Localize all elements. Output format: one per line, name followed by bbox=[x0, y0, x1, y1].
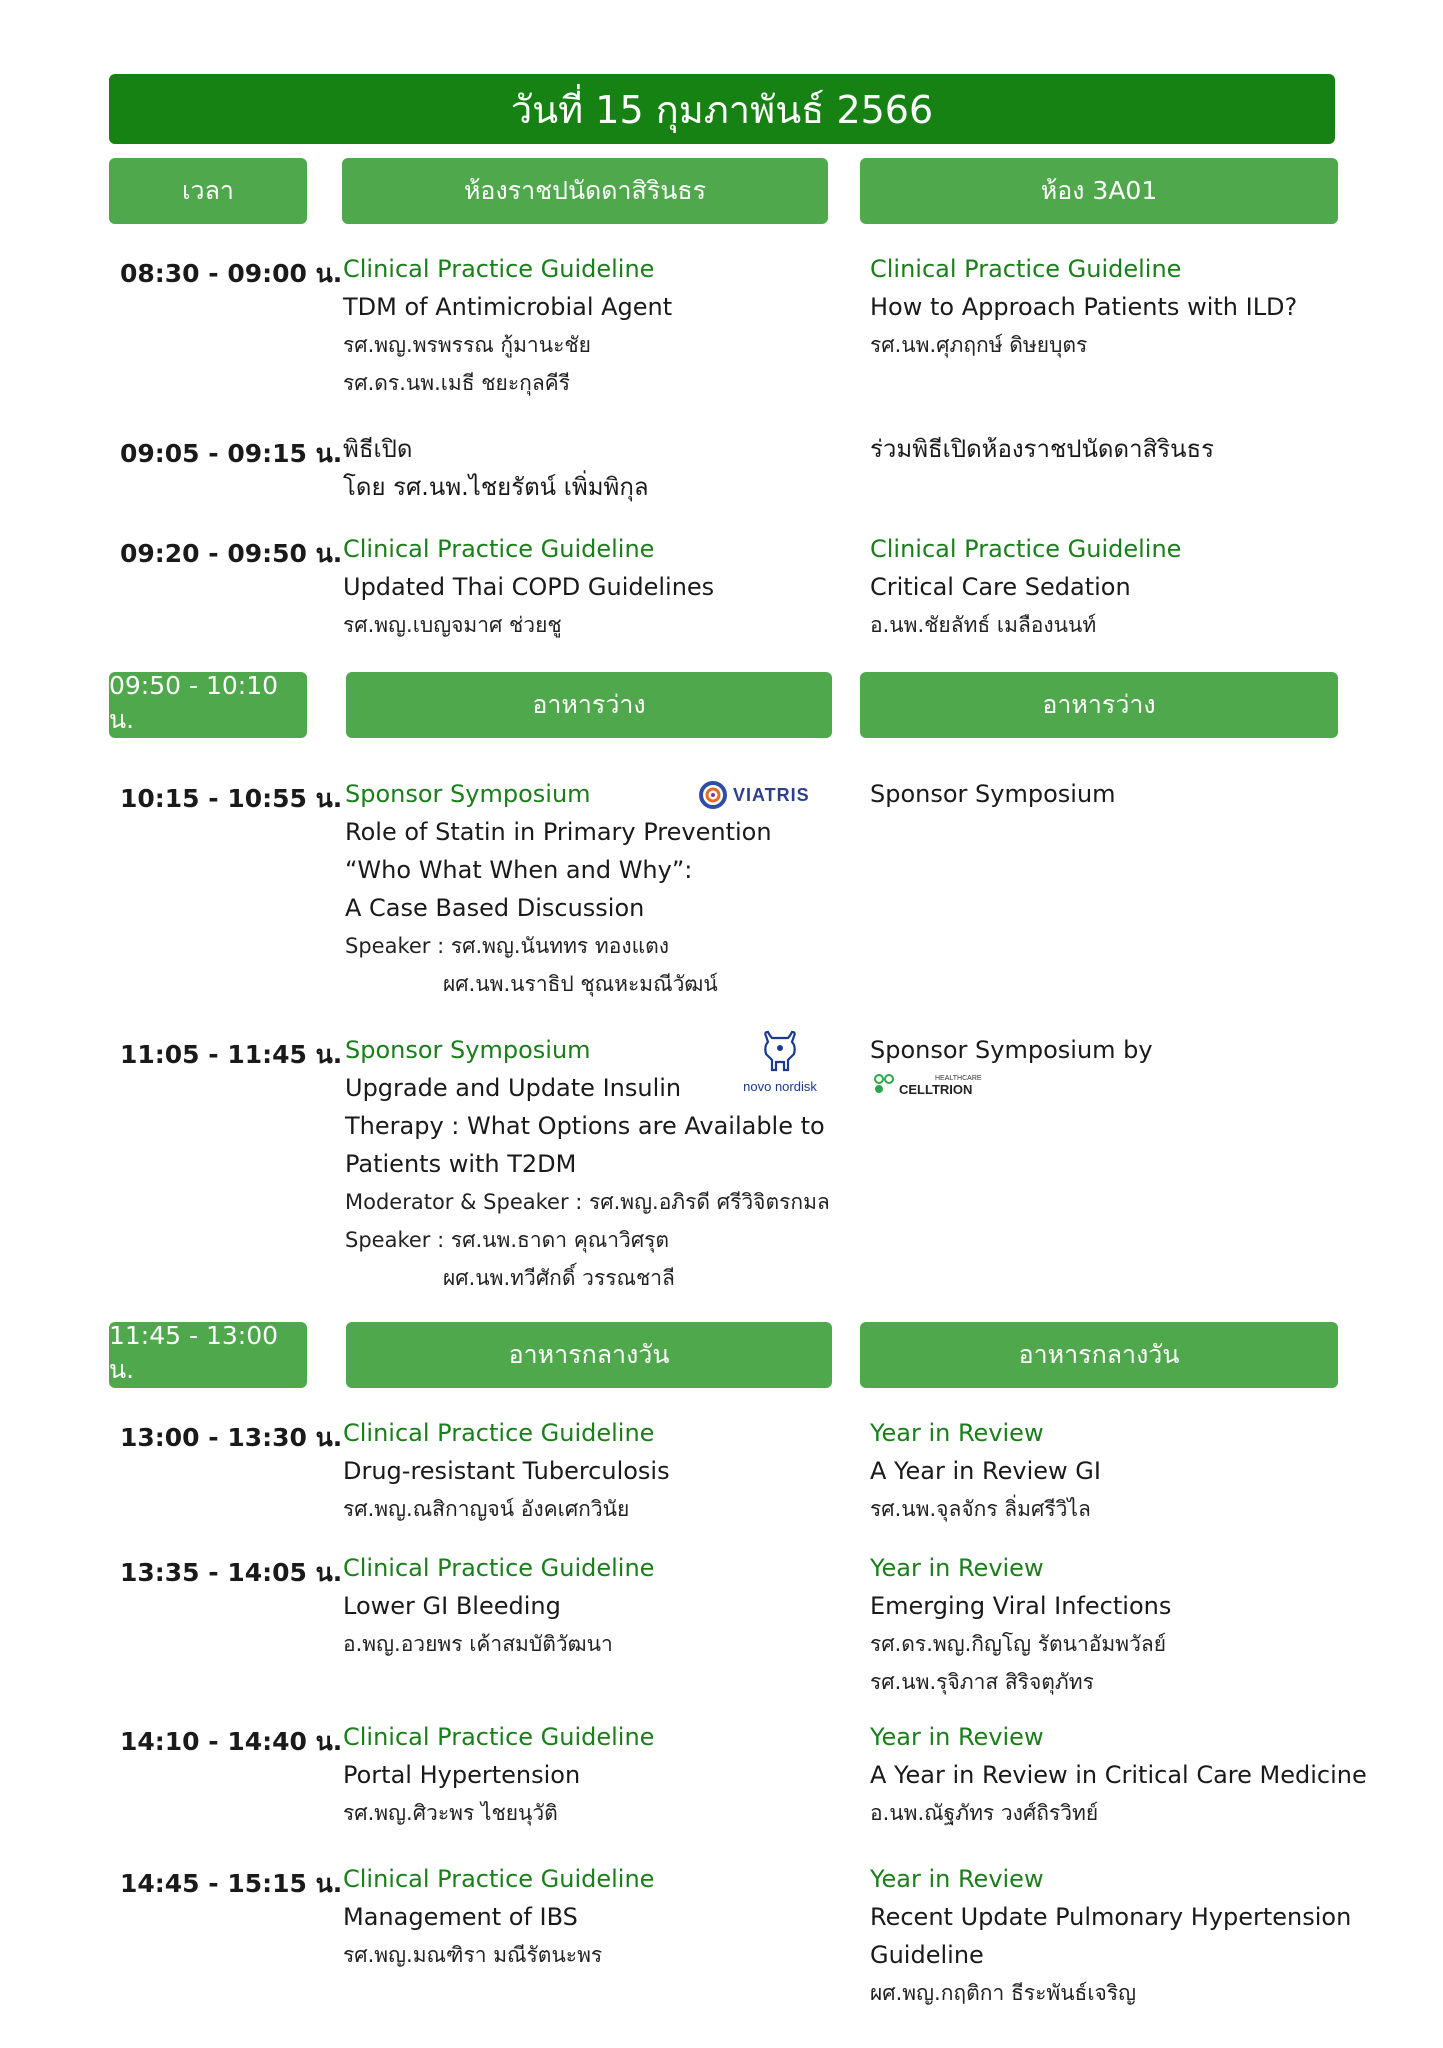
session-speaker: รศ.ดร.พญ.กิญโญ รัตนาอัมพวัลย์ bbox=[870, 1632, 1167, 1656]
session-category: Year in Review bbox=[870, 1865, 1044, 1893]
session-speaker: อ.นพ.ณัฐภัทร วงศ์ถิรวิทย์ bbox=[870, 1801, 1099, 1825]
session-category: Clinical Practice Guideline bbox=[343, 535, 655, 563]
session-title: Role of Statin in Primary Prevention bbox=[345, 818, 772, 846]
session-speaker: อ.พญ.อวยพร เค้าสมบัติวัฒนา bbox=[343, 1632, 613, 1656]
session-title: Management of IBS bbox=[343, 1903, 578, 1931]
session-title: A Case Based Discussion bbox=[345, 894, 645, 922]
session-speaker: รศ.พญ.ณสิกาญจน์ อังคเศกวินัย bbox=[343, 1497, 630, 1521]
session-speaker: รศ.นพ.จุลจักร ลิ่มศรีวิไล bbox=[870, 1497, 1091, 1521]
session-left bbox=[343, 1414, 670, 1528]
session-category: Clinical Practice Guideline bbox=[343, 1419, 655, 1447]
session-right bbox=[870, 1860, 1351, 2012]
session-right bbox=[870, 430, 1214, 468]
session-right bbox=[870, 530, 1181, 644]
session-left bbox=[343, 250, 672, 402]
session-title: Recent Update Pulmonary Hypertension bbox=[870, 1903, 1352, 1931]
session-title: Therapy : What Options are Available to bbox=[345, 1112, 825, 1140]
session-right bbox=[870, 775, 1116, 813]
session-category: Year in Review bbox=[870, 1554, 1044, 1582]
session-speaker: ผศ.นพ.ทวีศักดิ์ วรรณชาลี bbox=[443, 1266, 675, 1290]
novo-nordisk-wordmark: novo nordisk bbox=[743, 1079, 817, 1094]
header-time: เวลา bbox=[109, 158, 307, 224]
session-left bbox=[343, 1549, 654, 1663]
session-time: 13:35 - 14:05 น. bbox=[120, 1558, 343, 1587]
session-category: Sponsor Symposium bbox=[345, 780, 591, 808]
session-title: Emerging Viral Infections bbox=[870, 1592, 1172, 1620]
session-title: A Year in Review GI bbox=[870, 1457, 1101, 1485]
session-time: 13:00 - 13:30 น. bbox=[120, 1423, 343, 1452]
session-time: 10:15 - 10:55 น. bbox=[120, 784, 343, 813]
session-category: Clinical Practice Guideline bbox=[343, 1554, 655, 1582]
session-title: How to Approach Patients with ILD? bbox=[870, 293, 1298, 321]
session-title: ร่วมพิธีเปิดห้องราชปนัดดาสิรินธร bbox=[870, 435, 1215, 463]
session-title: Critical Care Sedation bbox=[870, 573, 1131, 601]
viatris-logo bbox=[699, 781, 810, 809]
session-right bbox=[870, 1718, 1367, 1832]
celltrion-wordmark: CELLTRION bbox=[899, 1082, 973, 1097]
break-time: 11:45 - 13:00 น. bbox=[109, 1322, 307, 1388]
session-title: “Who What When and Why”: bbox=[345, 856, 693, 884]
session-speaker: ผศ.นพ.นราธิป ชุณหะมณีวัฒน์ bbox=[443, 972, 718, 996]
celltrion-tagline: HEALTHCARE bbox=[935, 1075, 982, 1082]
celltrion-logo bbox=[873, 1073, 982, 1095]
apis-bull-icon bbox=[758, 1030, 802, 1078]
session-category: Clinical Practice Guideline bbox=[343, 255, 655, 283]
session-category: Sponsor Symposium bbox=[345, 1036, 591, 1064]
session-speaker: รศ.นพ.รุจิภาส สิริจตุภัทร bbox=[870, 1670, 1094, 1694]
session-speaker: อ.นพ.ชัยลัทธ์ เมลืองนนท์ bbox=[870, 613, 1097, 637]
session-time: 09:05 - 09:15 น. bbox=[120, 439, 343, 468]
session-speaker: รศ.พญ.ศิวะพร ไชยนุวัติ bbox=[343, 1801, 558, 1825]
session-time: 08:30 - 09:00 น. bbox=[120, 259, 343, 288]
session-right bbox=[870, 250, 1297, 364]
session-speaker: Speaker : รศ.พญ.นันททร ทองแตง bbox=[345, 934, 670, 958]
session-speaker: Speaker : รศ.นพ.ธาดา คุณาวิศรุต bbox=[345, 1228, 670, 1252]
page-title: วันที่ 15 กุมภาพันธ์ 2566 bbox=[109, 74, 1335, 144]
session-right bbox=[870, 1549, 1171, 1701]
session-title: Upgrade and Update Insulin bbox=[345, 1074, 682, 1102]
session-left bbox=[345, 775, 772, 1003]
break-label: อาหารกลางวัน bbox=[860, 1322, 1338, 1388]
session-speaker: Moderator & Speaker : รศ.พญ.อภิรดี ศรีวิจิตรกมล bbox=[345, 1190, 830, 1214]
session-left bbox=[343, 530, 714, 644]
session-title: Updated Thai COPD Guidelines bbox=[343, 573, 715, 601]
session-category: Clinical Practice Guideline bbox=[343, 1723, 655, 1751]
session-title: โดย รศ.นพ.ไชยรัตน์ เพิ่มพิกุล bbox=[343, 473, 649, 501]
header-room-1: ห้องราชปนัดดาสิรินธร bbox=[342, 158, 828, 224]
session-title: Lower GI Bleeding bbox=[343, 1592, 561, 1620]
session-category: Clinical Practice Guideline bbox=[870, 535, 1182, 563]
session-category: Clinical Practice Guideline bbox=[870, 255, 1182, 283]
header-room-2: ห้อง 3A01 bbox=[860, 158, 1338, 224]
session-title: TDM of Antimicrobial Agent bbox=[343, 293, 673, 321]
session-left bbox=[343, 1718, 654, 1832]
session-category: Year in Review bbox=[870, 1419, 1044, 1447]
session-title: Portal Hypertension bbox=[343, 1761, 581, 1789]
session-speaker: รศ.พญ.เบญจมาศ ช่วยชู bbox=[343, 613, 562, 637]
session-category: Year in Review bbox=[870, 1723, 1044, 1751]
session-left bbox=[343, 430, 649, 506]
session-speaker: รศ.นพ.ศุภฤกษ์ ดิษยบุตร bbox=[870, 333, 1088, 357]
session-right bbox=[870, 1414, 1101, 1528]
session-speaker: รศ.ดร.นพ.เมธี ชยะกุลคีรี bbox=[343, 371, 571, 395]
break-label: อาหารว่าง bbox=[346, 672, 832, 738]
session-title: A Year in Review in Critical Care Medicine bbox=[870, 1761, 1367, 1789]
session-title: Patients with T2DM bbox=[345, 1150, 577, 1178]
session-title: Drug-resistant Tuberculosis bbox=[343, 1457, 670, 1485]
session-time: 09:20 - 09:50 น. bbox=[120, 539, 343, 568]
session-title: Sponsor Symposium bbox=[870, 780, 1116, 808]
session-speaker: ผศ.พญ.กฤติกา ธีระพันธ์เจริญ bbox=[870, 1981, 1137, 2005]
session-speaker: รศ.พญ.พรพรรณ กู้มานะชัย bbox=[343, 333, 591, 357]
session-right bbox=[870, 1031, 1153, 1069]
session-title: Guideline bbox=[870, 1941, 984, 1969]
break-time: 09:50 - 10:10 น. bbox=[109, 672, 307, 738]
viatris-wordmark: VIATRIS bbox=[733, 784, 810, 805]
session-title: พิธีเปิด bbox=[343, 435, 413, 463]
novo-nordisk-logo bbox=[738, 1030, 822, 1094]
session-time: 14:10 - 14:40 น. bbox=[120, 1727, 343, 1756]
celltrion-mark-icon bbox=[873, 1073, 895, 1095]
session-category: Clinical Practice Guideline bbox=[343, 1865, 655, 1893]
break-label: อาหารว่าง bbox=[860, 672, 1338, 738]
session-left bbox=[343, 1860, 654, 1974]
break-label: อาหารกลางวัน bbox=[346, 1322, 832, 1388]
session-time: 11:05 - 11:45 น. bbox=[120, 1040, 343, 1069]
session-time: 14:45 - 15:15 น. bbox=[120, 1869, 343, 1898]
viatris-mark-icon bbox=[699, 781, 727, 809]
session-speaker: รศ.พญ.มณฑิรา มณีรัตนะพร bbox=[343, 1943, 603, 1967]
session-title: Sponsor Symposium by bbox=[870, 1036, 1153, 1064]
